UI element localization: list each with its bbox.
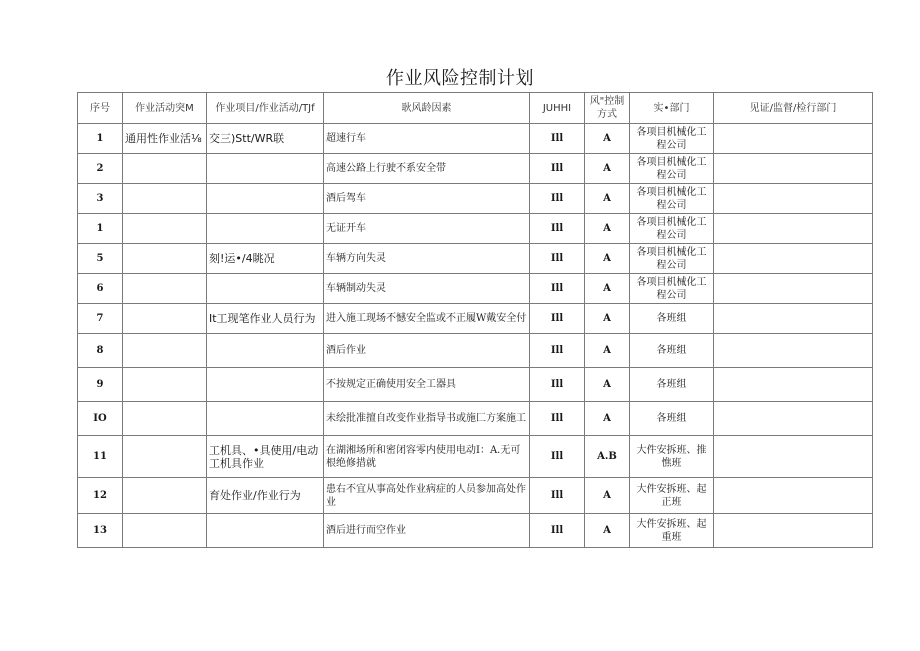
row-seq: 13 <box>78 514 123 548</box>
table-row <box>78 184 873 214</box>
row-activity-type <box>123 478 207 514</box>
row-activity-type <box>123 304 207 334</box>
row-seq: 1 <box>78 124 123 154</box>
row-implementing-dept: 各项目机械化工程公司 <box>630 184 714 214</box>
row-risk-level: Ill <box>530 274 585 304</box>
row-risk-level: Ill <box>530 402 585 436</box>
row-control-method: A <box>585 244 630 274</box>
row-activity-type <box>123 274 207 304</box>
header-control-method: 风"控制方式 <box>585 93 630 124</box>
row-activity-type <box>123 514 207 548</box>
header-risk-factor: 耿风龄因素 <box>324 93 530 124</box>
row-witness-dept <box>714 334 873 368</box>
risk-control-table <box>77 92 873 548</box>
row-risk-factor: 患右不宜从事高处作业病症的人员参加高处作业 <box>324 478 530 514</box>
row-implementing-dept: 各项目机械化工程公司 <box>630 214 714 244</box>
row-work-item <box>207 334 324 368</box>
row-control-method: A <box>585 304 630 334</box>
row-control-method: A <box>585 402 630 436</box>
row-witness-dept <box>714 304 873 334</box>
row-control-method: A <box>585 478 630 514</box>
row-control-method: A <box>585 124 630 154</box>
row-implementing-dept: 各班组 <box>630 402 714 436</box>
row-control-method: A <box>585 154 630 184</box>
row-risk-level: Ill <box>530 154 585 184</box>
row-risk-factor: 超速行车 <box>324 124 530 154</box>
row-risk-level: Ill <box>530 304 585 334</box>
table-body <box>78 124 873 548</box>
row-seq: 8 <box>78 334 123 368</box>
row-implementing-dept: 各项目机械化工程公司 <box>630 154 714 184</box>
row-work-item <box>207 514 324 548</box>
row-risk-level: Ill <box>530 214 585 244</box>
table-header-row <box>78 93 873 124</box>
table-row <box>78 478 873 514</box>
row-implementing-dept: 大件安拆班、推憔班 <box>630 436 714 478</box>
row-witness-dept <box>714 514 873 548</box>
row-work-item: It工现笔作业人员行为 <box>207 304 324 334</box>
row-activity-type <box>123 154 207 184</box>
row-activity-type <box>123 436 207 478</box>
row-implementing-dept: 各班组 <box>630 368 714 402</box>
row-risk-level: Ill <box>530 368 585 402</box>
row-work-item <box>207 402 324 436</box>
header-risk-level: JUHHI <box>530 93 585 124</box>
row-risk-level: Ill <box>530 244 585 274</box>
row-risk-factor: 在湖湘场所和密闭容零内使用电动I：A.无可根绝修措就 <box>324 436 530 478</box>
row-witness-dept <box>714 124 873 154</box>
page-title: 作业风险控制计划 <box>386 68 534 89</box>
row-work-item <box>207 214 324 244</box>
row-implementing-dept: 各项目机械化工程公司 <box>630 124 714 154</box>
row-activity-type <box>123 368 207 402</box>
row-risk-level: Ill <box>530 334 585 368</box>
row-risk-factor: 车辆方向失灵 <box>324 244 530 274</box>
row-activity-type <box>123 334 207 368</box>
row-risk-level: Ill <box>530 478 585 514</box>
row-risk-factor: 无证开车 <box>324 214 530 244</box>
header-witness-dept: 见证/监督/检行部门 <box>714 93 873 124</box>
row-witness-dept <box>714 274 873 304</box>
row-seq: IO <box>78 402 123 436</box>
row-witness-dept <box>714 214 873 244</box>
row-seq: 12 <box>78 478 123 514</box>
row-seq: 7 <box>78 304 123 334</box>
row-witness-dept <box>714 244 873 274</box>
row-control-method: A <box>585 274 630 304</box>
row-witness-dept <box>714 368 873 402</box>
row-seq: 2 <box>78 154 123 184</box>
table-row <box>78 514 873 548</box>
row-risk-factor: 车辆制动失灵 <box>324 274 530 304</box>
row-implementing-dept: 大件安拆班、起重班 <box>630 514 714 548</box>
table-row <box>78 334 873 368</box>
row-risk-factor: 酒后作业 <box>324 334 530 368</box>
table-row <box>78 304 873 334</box>
row-work-item <box>207 154 324 184</box>
row-seq: 11 <box>78 436 123 478</box>
row-seq: 5 <box>78 244 123 274</box>
row-risk-level: Ill <box>530 514 585 548</box>
row-activity-type <box>123 214 207 244</box>
row-witness-dept <box>714 402 873 436</box>
row-risk-factor: 未绘批准擅自改变作业指导书或施匚方案施工 <box>324 402 530 436</box>
row-control-method: A <box>585 184 630 214</box>
row-witness-dept <box>714 478 873 514</box>
row-activity-type: 通用性作业活⅛ <box>123 124 207 154</box>
row-work-item: 育处作业/作业行为 <box>207 478 324 514</box>
row-implementing-dept: 各班组 <box>630 304 714 334</box>
row-risk-level: Ill <box>530 184 585 214</box>
table-row <box>78 436 873 478</box>
row-control-method: A <box>585 214 630 244</box>
row-work-item: 工机具、•具使用/电动工机具作业 <box>207 436 324 478</box>
table-row <box>78 244 873 274</box>
row-seq: 3 <box>78 184 123 214</box>
row-control-method: A <box>585 368 630 402</box>
row-risk-factor: 不按规定正确使用安全工器具 <box>324 368 530 402</box>
row-work-item <box>207 368 324 402</box>
row-activity-type <box>123 244 207 274</box>
header-seq: 序号 <box>78 93 123 124</box>
row-seq: 1 <box>78 214 123 244</box>
header-work-item: 作业项目/作业活动/TJf <box>207 93 324 124</box>
table-row <box>78 402 873 436</box>
row-implementing-dept: 各班组 <box>630 334 714 368</box>
row-control-method: A <box>585 334 630 368</box>
row-implementing-dept: 大件安拆班、起正班 <box>630 478 714 514</box>
row-risk-level: Ill <box>530 124 585 154</box>
row-activity-type <box>123 184 207 214</box>
row-witness-dept <box>714 436 873 478</box>
table-row <box>78 124 873 154</box>
row-witness-dept <box>714 184 873 214</box>
row-work-item: 交三)Stt/WR联 <box>207 124 324 154</box>
row-activity-type <box>123 402 207 436</box>
row-risk-factor: 酒后进行而空作业 <box>324 514 530 548</box>
row-work-item: 刻!运•/4眺况 <box>207 244 324 274</box>
row-control-method: A.B <box>585 436 630 478</box>
row-risk-factor: 高速公路上行驶不系安全带 <box>324 154 530 184</box>
header-implementing-dept: 实•部门 <box>630 93 714 124</box>
row-seq: 6 <box>78 274 123 304</box>
row-risk-level: Ill <box>530 436 585 478</box>
row-risk-factor: 酒后驾车 <box>324 184 530 214</box>
table-row <box>78 368 873 402</box>
row-seq: 9 <box>78 368 123 402</box>
header-activity-type: 作业活动突M <box>123 93 207 124</box>
table-row <box>78 274 873 304</box>
row-work-item <box>207 274 324 304</box>
row-implementing-dept: 各项目机械化工程公司 <box>630 274 714 304</box>
table-row <box>78 154 873 184</box>
row-risk-factor: 进入施工现场不憾安全监或不正履W戴安全付 <box>324 304 530 334</box>
row-implementing-dept: 各项目机械化工程公司 <box>630 244 714 274</box>
row-work-item <box>207 184 324 214</box>
table-row <box>78 214 873 244</box>
row-witness-dept <box>714 154 873 184</box>
row-control-method: A <box>585 514 630 548</box>
